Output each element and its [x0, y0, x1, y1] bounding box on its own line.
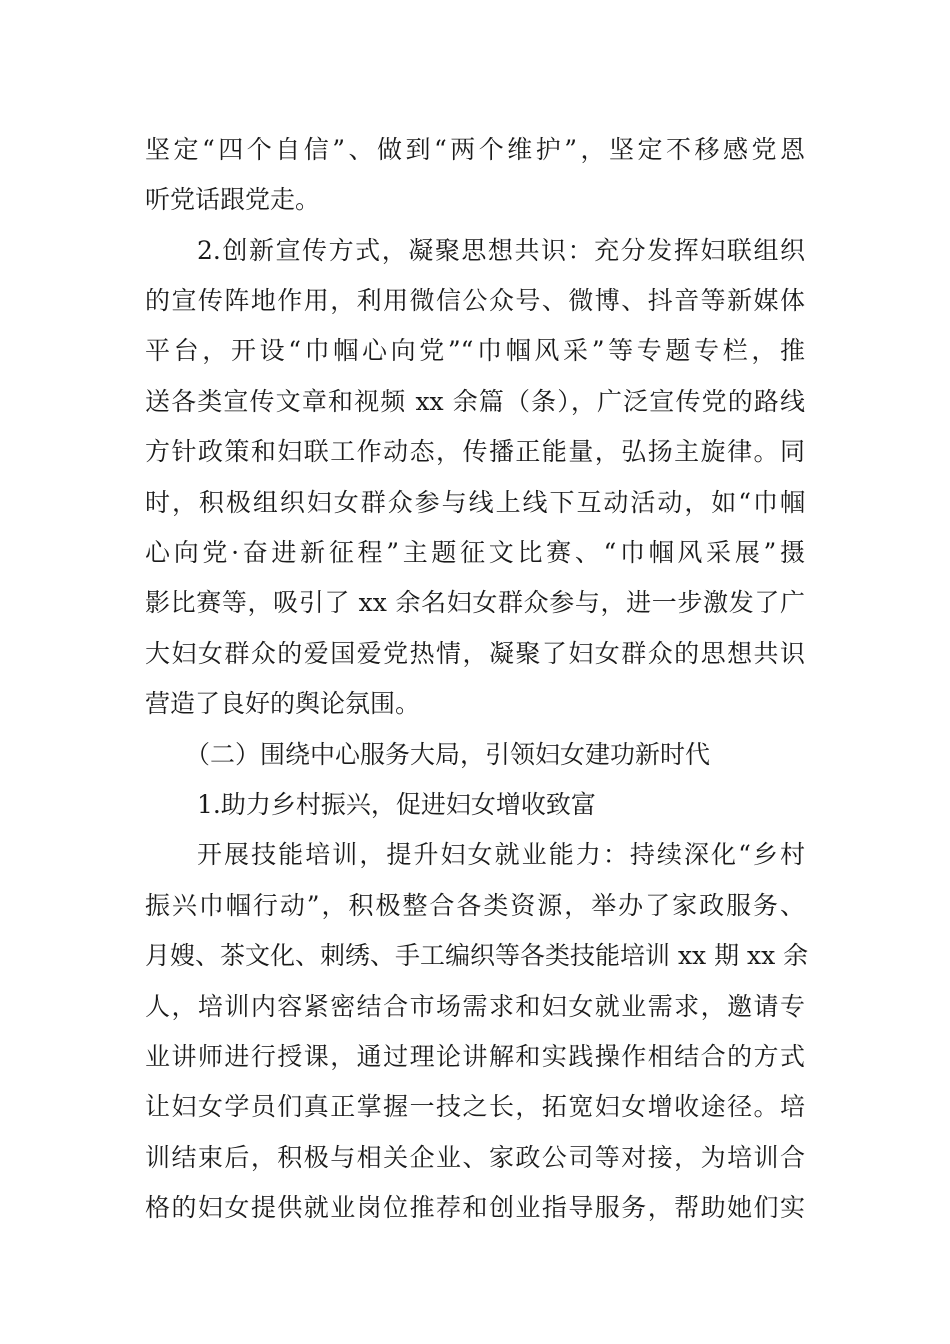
text-line: 听党话跟党走。 — [145, 185, 321, 214]
text-line: 开展技能培训，提升妇女就业能力：持续深化“乡村 — [197, 840, 805, 869]
text-line: 方针政策和妇联工作动态，传播正能量，弘扬主旋律。同 — [145, 437, 805, 466]
text-line: 时，积极组织妇女群众参与线上线下互动活动，如“巾帼 — [145, 488, 805, 517]
text-line: 坚定“四个自信”、做到“两个维护”，坚定不移感党恩 — [145, 135, 805, 164]
text-line: 影比赛等，吸引了 xx 余名妇女群众参与，进一步激发了广 — [145, 588, 805, 617]
text-line: 的宣传阵地作用，利用微信公众号、微博、抖音等新媒体 — [145, 286, 805, 315]
text-line: 振兴巾帼行动”，积极整合各类资源，举办了家政服务、 — [145, 891, 805, 920]
text-line: 大妇女群众的爱国爱党热情，凝聚了妇女群众的思想共识 — [145, 639, 805, 668]
subsection-heading: 1.助力乡村振兴，促进妇女增收致富 — [197, 790, 596, 819]
section-heading: （二）围绕中心服务大局，引领妇女建功新时代 — [185, 740, 711, 769]
text-line: 人，培训内容紧密结合市场需求和妇女就业需求，邀请专 — [145, 992, 805, 1021]
text-line: 格的妇女提供就业岗位推荐和创业指导服务，帮助她们实 — [145, 1193, 805, 1222]
text-line: 送各类宣传文章和视频 xx 余篇（条），广泛宣传党的路线 — [145, 387, 805, 416]
text-line: 月嫂、茶文化、刺绣、手工编织等各类技能培训 xx 期 xx 余 — [145, 941, 809, 970]
text-line: 业讲师进行授课，通过理论讲解和实践操作相结合的方式 — [145, 1042, 805, 1071]
text-line: 心向党·奋进新征程”主题征文比赛、“巾帼风采展”摄 — [145, 538, 805, 567]
text-line: 平台，开设“巾帼心向党”“巾帼风采”等专题专栏，推 — [145, 336, 805, 365]
text-line: 2.创新宣传方式，凝聚思想共识：充分发挥妇联组织 — [197, 236, 805, 265]
text-line: 训结束后，积极与相关企业、家政公司等对接，为培训合 — [145, 1143, 805, 1172]
text-line: 让妇女学员们真正掌握一技之长，拓宽妇女增收途径。培 — [145, 1092, 805, 1121]
text-line: 营造了良好的舆论氛围。 — [145, 689, 421, 718]
